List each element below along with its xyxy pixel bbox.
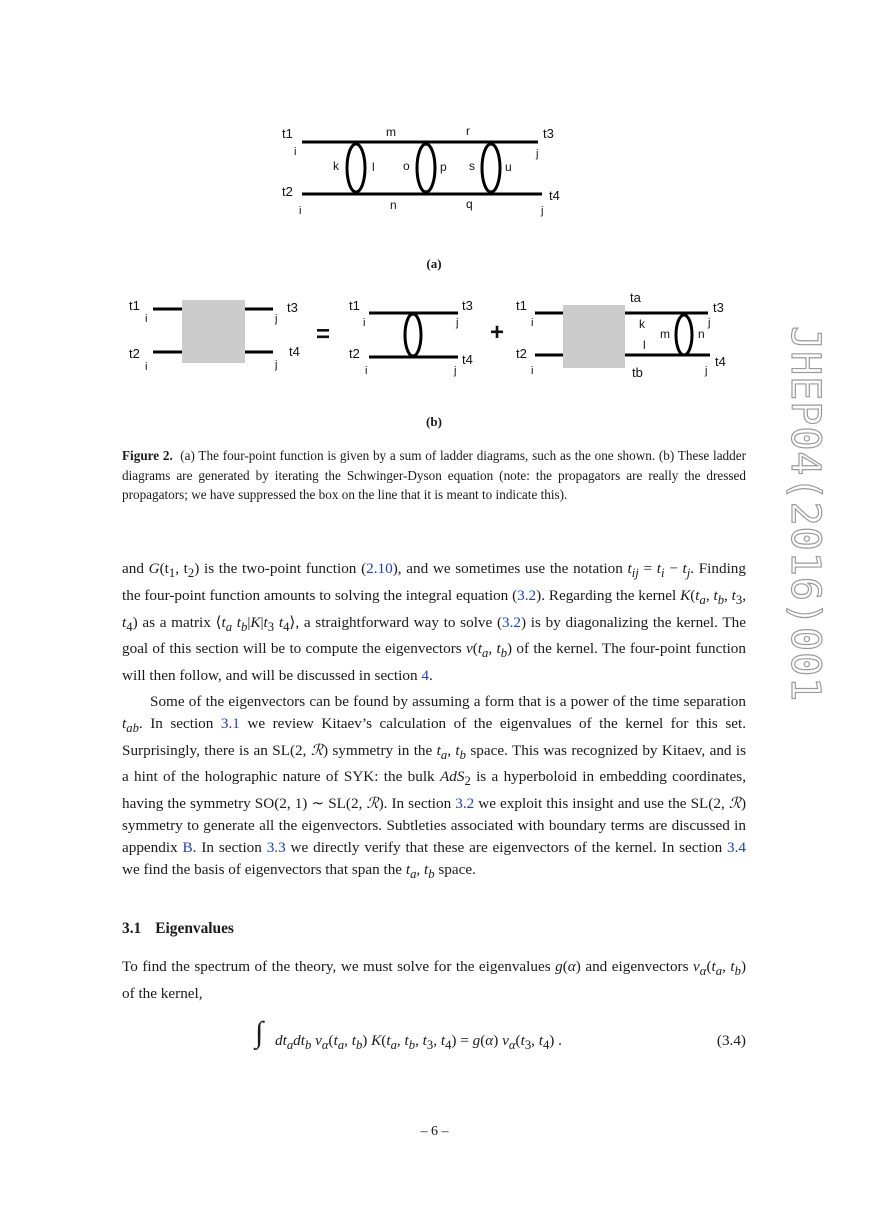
diagram-a xyxy=(270,118,580,226)
paragraph-1: and $G(t_1$, $t_2$) is the two-point function (2.10), and we sometimes use the notation $t_{ij} = t_i - t_j$. Finding the four-point function amounts to solving the integral equation (3.2). Regarding the kernel $K(t_a$, $t_b$, $t_3$, $t_4$) as a matrix $⟨t_a$ $t_b|K|t_3$ $t_4⟩$, a straightforward way to solve (3.2) is by diagonalizing the kernel. The goal of this section will be to compute the eigenvectors $v(t_a$, $t_b$) of the kernel. The four-point function will then follow, and will be discussed in section 4. xyxy=(122,560,746,685)
sublabel-b: (b) xyxy=(426,414,442,429)
label-t4: t4 xyxy=(549,188,560,203)
figure-caption xyxy=(122,446,746,505)
b-label-i-right-top: i xyxy=(531,317,534,329)
b-label-t2-right: t2 xyxy=(516,346,527,361)
label-p: p xyxy=(440,160,447,174)
label-n: n xyxy=(390,198,397,212)
integral-sign: ∫ xyxy=(255,1016,264,1049)
b-label-t4-left: t4 xyxy=(289,344,300,359)
ref-section-3-1[interactable]: 3.1 xyxy=(220,714,240,732)
section-number: 3.1 xyxy=(122,920,142,937)
diagram-b xyxy=(120,288,740,384)
b-label-t1-right: t1 xyxy=(516,298,527,313)
b-label-k: k xyxy=(639,317,645,331)
label-u: u xyxy=(505,160,512,174)
label-j-top: j xyxy=(536,148,539,160)
label-r: r xyxy=(466,124,470,138)
b-label-t1-mid: t1 xyxy=(349,298,360,313)
plus-sign: + xyxy=(490,319,505,346)
equation-3-4 xyxy=(255,1016,746,1062)
caption-text: (a) The four-point function is given by a sum of ladder diagrams, such as the one shown. (b) These ladder diagrams are generated by iterating the Schwinger-Dyson equation (note: the propagators are really the dressed propagators; we have suppressed the box on the line that it is meant to indicate this). xyxy=(122,448,746,503)
stamp-text: JHEP04(2016)001 xyxy=(782,326,828,703)
ref-eq-2-10[interactable]: 2.10 xyxy=(366,560,393,577)
caption-label: Figure 2. xyxy=(122,448,173,463)
label-t2: t2 xyxy=(282,184,293,199)
b-label-t3-mid: t3 xyxy=(462,298,473,313)
equation-expression: $dt_adt_b$ $v_\alpha(t_a$, $t_b$) $K(t_a$, $t_b$, $t_3$, $t_4) = g(\alpha)$ $v_\alpha(t_3$, $t_4$) . xyxy=(275,1032,562,1053)
b-label-t2-mid: t2 xyxy=(349,346,360,361)
ref-appendix-b[interactable]: B xyxy=(182,838,193,856)
label-t1: t1 xyxy=(282,126,293,141)
sublabel-a: (a) xyxy=(426,256,442,271)
b-label-t2-left: t2 xyxy=(129,346,140,361)
b-label-j-right-top: j xyxy=(708,317,711,329)
ref-eq-3-2-b[interactable]: 3.2 xyxy=(502,613,522,631)
label-t3: t3 xyxy=(543,126,554,141)
section-title: Eigenvalues xyxy=(155,920,234,937)
equals-sign: = xyxy=(316,321,331,348)
ref-section-4[interactable]: 4 xyxy=(421,667,429,685)
paragraph-2: Some of the eigenvectors can be found by assuming a form that is a power of the time separation $t_{ab}$. In section 3.1 we review Kitaev’s calculation of the eigenvalues of the kernel for this set. Surprisingly, there is an SL(2, ℛ) symmetry in the $t_a$, $t_b$ space. This was recognized by Kitaev, and is a hint of the holographic nature of SYK: the bulk AdS$_2$ is a hyperboloid in embedding coordinates, having the symmetry SO(2, 1) ∼ SL(2, ℛ). In section 3.2 we exploit this insight and use the SL(2, ℛ) symmetry to generate all the eigenvectors. Subtleties associated with boundary terms are discussed in appendix B. In section 3.3 we directly verify that these are eigenvectors of the kernel. In section 3.4 we find the basis of eigenvectors that span the $t_a$, $t_b$ space. xyxy=(122,693,747,881)
ref-eq-3-2-a[interactable]: 3.2 xyxy=(517,586,537,604)
b-label-i-mid-bottom: i xyxy=(365,365,368,377)
b-label-t1-left: t1 xyxy=(129,298,140,313)
jhep-stamp xyxy=(768,320,838,720)
ref-section-3-3[interactable]: 3.3 xyxy=(266,838,286,856)
label-m: m xyxy=(386,125,396,139)
equation-tag: (3.4) xyxy=(716,1032,746,1049)
b-label-n: n xyxy=(698,327,705,341)
b-label-t4-right: t4 xyxy=(715,354,726,369)
b-label-i-right-bottom: i xyxy=(531,365,534,377)
b-label-t4-mid: t4 xyxy=(462,352,473,367)
b-label-l: l xyxy=(643,338,646,352)
b-label-i-mid-top: i xyxy=(363,317,366,329)
label-q: q xyxy=(466,197,473,211)
section-heading xyxy=(122,920,234,938)
b-label-j-mid-bottom: j xyxy=(454,365,457,377)
b-label-j-left-bottom: j xyxy=(275,359,278,371)
label-o: o xyxy=(403,159,410,173)
b-label-j-left-top: j xyxy=(275,313,278,325)
label-i-top: i xyxy=(294,146,297,158)
b-label-ta: ta xyxy=(630,290,641,305)
b-label-i-left-bottom: i xyxy=(145,361,148,373)
label-s: s xyxy=(469,159,475,173)
label-k: k xyxy=(333,159,339,173)
ref-section-3-4[interactable]: 3.4 xyxy=(727,838,747,856)
b-label-tb: tb xyxy=(632,365,643,380)
b-label-m: m xyxy=(660,327,670,341)
ref-section-3-2[interactable]: 3.2 xyxy=(455,795,475,813)
label-j-bottom: j xyxy=(541,205,544,217)
b-label-j-right-bottom: j xyxy=(705,365,708,377)
label-i-bottom: i xyxy=(299,205,302,217)
page-number: – 6 – xyxy=(420,1124,449,1139)
label-l: l xyxy=(372,160,375,174)
b-label-t3-right: t3 xyxy=(713,300,724,315)
b-label-j-mid-top: j xyxy=(456,317,459,329)
b-label-t3-left: t3 xyxy=(287,300,298,315)
b-label-i-left-top: i xyxy=(145,313,148,325)
paragraph-3: To find the spectrum of the theory, we must solve for the eigenvalues g(α) and eigenvectors $v_\alpha(t_a$, $t_b$) of the kernel, xyxy=(122,958,747,1002)
